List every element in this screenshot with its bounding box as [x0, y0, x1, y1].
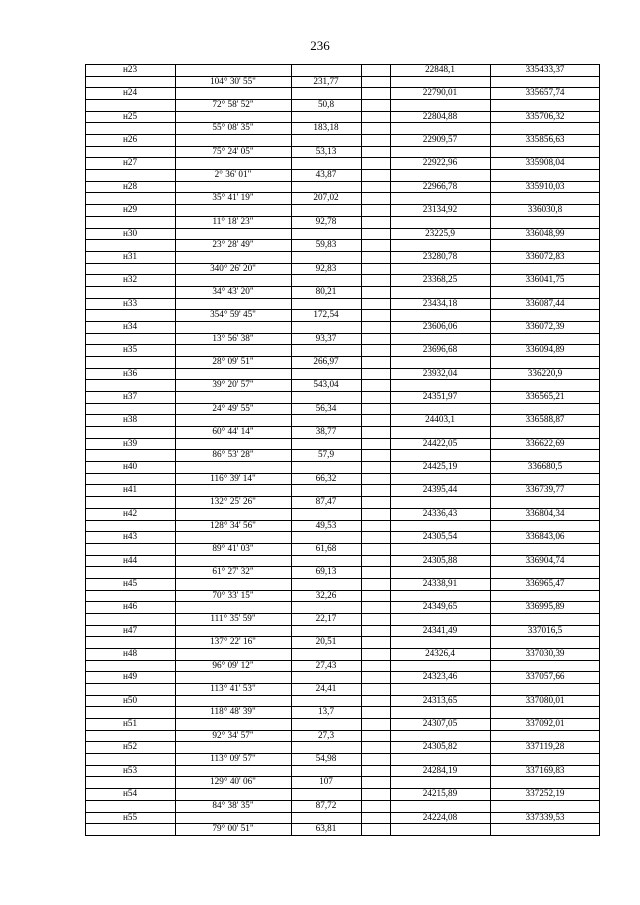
y-coordinate: 336048,99 — [525, 227, 565, 238]
x-coordinate: 24215,89 — [422, 788, 458, 799]
x-coordinate: 24395,44 — [422, 484, 458, 495]
y-coordinate: 337030,39 — [525, 648, 565, 658]
point-name: н40 — [122, 461, 138, 472]
segment-length: 87,72 — [315, 799, 337, 810]
x-coordinate: 24323,46 — [422, 671, 458, 682]
segment-length: 20,51 — [315, 636, 337, 647]
table-row-point — [85, 298, 600, 310]
table-row-segment — [85, 823, 600, 835]
x-coordinate: 24307,05 — [422, 718, 458, 729]
direction-angle: 75° 24' 05" — [212, 145, 254, 156]
table-row-segment — [85, 286, 600, 298]
y-coordinate: 336094,89 — [525, 344, 565, 355]
point-name: н26 — [122, 134, 138, 145]
table-row-segment — [85, 169, 600, 181]
table-row-segment — [85, 566, 600, 578]
table-row-point — [85, 251, 600, 263]
point-name: н23 — [122, 64, 138, 74]
y-coordinate: 336739,77 — [525, 484, 565, 495]
x-coordinate: 23280,78 — [422, 250, 458, 261]
table-row-segment — [85, 473, 600, 485]
table-row-point — [85, 625, 600, 637]
y-coordinate: 337057,66 — [525, 671, 565, 682]
table-row-point — [85, 555, 600, 567]
table-row-point — [85, 368, 600, 380]
point-name: н37 — [122, 391, 138, 402]
table-row-point — [85, 181, 600, 193]
point-name: н24 — [122, 87, 138, 98]
x-coordinate: 23134,92 — [422, 204, 458, 215]
segment-length: 231,77 — [313, 75, 339, 86]
table-row-segment — [85, 309, 600, 321]
x-coordinate: 24336,43 — [422, 507, 458, 518]
x-coordinate: 24341,49 — [422, 624, 458, 635]
point-name: н27 — [122, 157, 138, 168]
table-row-border — [85, 835, 600, 836]
table-row-segment — [85, 76, 600, 88]
segment-length: 66,32 — [315, 472, 337, 483]
direction-angle: 354° 59' 45" — [210, 309, 256, 320]
segment-length: 543,04 — [313, 379, 339, 390]
y-coordinate: 336072,83 — [525, 250, 565, 261]
segment-length: 59,83 — [315, 239, 337, 250]
x-coordinate: 24305,54 — [422, 531, 458, 542]
segment-length: 57,9 — [317, 449, 335, 460]
x-coordinate: 23368,25 — [422, 274, 458, 285]
point-name: н54 — [122, 788, 138, 799]
table-row-segment — [85, 99, 600, 111]
point-name: н46 — [122, 601, 138, 612]
point-name: н35 — [122, 344, 138, 355]
x-coordinate: 22922,96 — [422, 157, 458, 168]
table-row-segment — [85, 706, 600, 718]
table-row-point — [85, 64, 600, 76]
table-row-segment — [85, 333, 600, 345]
point-name: н36 — [122, 367, 138, 378]
segment-length: 56,34 — [315, 402, 337, 413]
direction-angle: 118° 48' 39" — [210, 706, 256, 717]
point-name: н45 — [122, 577, 138, 588]
x-coordinate: 22848,1 — [425, 64, 455, 74]
y-coordinate: 336965,47 — [525, 577, 565, 588]
segment-length: 24,41 — [315, 683, 337, 694]
table-row-point — [85, 695, 600, 707]
segment-length: 61,68 — [315, 542, 337, 553]
y-coordinate: 336588,87 — [525, 414, 565, 425]
coordinates-table — [85, 64, 600, 835]
table-row-point — [85, 508, 600, 520]
table-row-point — [85, 87, 600, 99]
point-name: н28 — [122, 180, 138, 191]
direction-angle: 11° 18' 23" — [212, 215, 254, 226]
y-coordinate: 336087,44 — [525, 297, 565, 308]
table-row-segment — [85, 753, 600, 765]
point-name: н29 — [122, 204, 138, 215]
y-coordinate: 337016,5 — [527, 624, 563, 635]
table-row-segment — [85, 426, 600, 438]
table-row-segment — [85, 192, 600, 204]
direction-angle: 113° 41' 53" — [210, 683, 256, 694]
table-row-point — [85, 578, 600, 590]
direction-angle: 61° 27' 32" — [212, 566, 254, 577]
y-coordinate: 336904,74 — [525, 554, 565, 565]
table-row-segment — [85, 449, 600, 461]
x-coordinate: 23434,18 — [422, 297, 458, 308]
x-coordinate: 24313,65 — [422, 694, 458, 705]
direction-angle: 92° 34' 57" — [212, 729, 254, 740]
table-row-segment — [85, 146, 600, 158]
table-row-point — [85, 718, 600, 730]
point-name: н33 — [122, 297, 138, 308]
table-row-point — [85, 671, 600, 683]
table-row-segment — [85, 776, 600, 788]
segment-length: 50,8 — [317, 99, 335, 110]
y-coordinate: 337169,83 — [525, 764, 565, 775]
table-row-segment — [85, 590, 600, 602]
y-coordinate: 336072,39 — [525, 320, 565, 331]
segment-length: 54,98 — [315, 753, 337, 764]
segment-length: 63,81 — [315, 823, 337, 834]
point-name: н55 — [122, 811, 138, 822]
point-name: н30 — [122, 227, 138, 238]
x-coordinate: 23696,68 — [422, 344, 458, 355]
table-row-point — [85, 344, 600, 356]
y-coordinate: 336220,9 — [527, 367, 563, 378]
point-name: н31 — [122, 250, 138, 261]
direction-angle: 104° 30' 55" — [210, 75, 256, 86]
table-row-point — [85, 741, 600, 753]
direction-angle: 39° 20' 57" — [212, 379, 254, 390]
y-coordinate: 337119,28 — [525, 741, 565, 752]
segment-length: 207,02 — [313, 192, 339, 203]
direction-angle: 111° 35' 59" — [210, 612, 256, 623]
y-coordinate: 336843,06 — [525, 531, 565, 542]
point-name: н42 — [122, 507, 138, 518]
table-row-point — [85, 391, 600, 403]
point-name: н32 — [122, 274, 138, 285]
y-coordinate: 336995,89 — [525, 601, 565, 612]
x-coordinate: 22909,57 — [422, 134, 458, 145]
y-coordinate: 336565,21 — [525, 391, 565, 402]
x-coordinate: 24422,05 — [422, 437, 458, 448]
direction-angle: 89° 41' 03" — [212, 542, 254, 553]
y-coordinate: 336041,75 — [525, 274, 565, 285]
table-row-point — [85, 228, 600, 240]
y-coordinate: 335657,74 — [525, 87, 565, 98]
segment-length: 107 — [319, 776, 333, 787]
page-number: 236 — [310, 38, 330, 53]
table-row-segment — [85, 122, 600, 134]
table-row-segment — [85, 613, 600, 625]
segment-length: 172,54 — [313, 309, 339, 320]
table-row-segment — [85, 660, 600, 672]
segment-length: 266,97 — [313, 356, 339, 366]
x-coordinate: 22804,88 — [422, 110, 458, 121]
table-row-point — [85, 484, 600, 496]
y-coordinate: 335910,03 — [525, 180, 565, 191]
direction-angle: 113° 09' 57" — [210, 753, 256, 764]
y-coordinate: 335433,37 — [525, 64, 565, 74]
table-row-point — [85, 601, 600, 613]
table-row-point — [85, 157, 600, 169]
table-row-point — [85, 274, 600, 286]
table-row-point — [85, 321, 600, 333]
segment-length: 13,7 — [317, 706, 335, 717]
table-row-segment — [85, 216, 600, 228]
table-row-point — [85, 765, 600, 777]
point-name: н53 — [122, 764, 138, 775]
segment-length: 69,13 — [315, 566, 337, 577]
table-row-point — [85, 531, 600, 543]
table-row-point — [85, 111, 600, 123]
y-coordinate: 336680,5 — [527, 461, 563, 472]
direction-angle: 28° 09' 51" — [212, 356, 254, 366]
x-coordinate: 22966,78 — [422, 180, 458, 191]
point-name: н48 — [122, 648, 138, 658]
table-row-point — [85, 204, 600, 216]
table-row-point — [85, 134, 600, 146]
direction-angle: 128° 34' 56" — [210, 519, 256, 530]
y-coordinate: 336622,69 — [525, 437, 565, 448]
segment-length: 49,53 — [315, 519, 337, 530]
y-coordinate: 337080,01 — [525, 694, 565, 705]
y-coordinate: 337339,53 — [525, 811, 565, 822]
table-row-point — [85, 648, 600, 660]
table-row-segment — [85, 636, 600, 648]
table-row-segment — [85, 730, 600, 742]
direction-angle: 79° 00' 51" — [212, 823, 254, 834]
point-name: н34 — [122, 320, 138, 331]
table-row-segment — [85, 356, 600, 368]
segment-length: 32,26 — [315, 589, 337, 600]
x-coordinate: 23932,04 — [422, 367, 458, 378]
point-name: н51 — [122, 718, 138, 729]
segment-length: 183,18 — [313, 122, 339, 133]
x-coordinate: 24305,82 — [422, 741, 458, 752]
direction-angle: 70° 33' 15" — [212, 589, 254, 600]
y-coordinate: 337252,19 — [525, 788, 565, 799]
table-row-point — [85, 788, 600, 800]
direction-angle: 2° 36' 01" — [214, 169, 252, 180]
table-row-segment — [85, 683, 600, 695]
segment-length: 80,21 — [315, 285, 337, 296]
table-row-segment — [85, 239, 600, 251]
x-coordinate: 24338,91 — [422, 577, 458, 588]
point-name: н25 — [122, 110, 138, 121]
table-row-point — [85, 438, 600, 450]
y-coordinate: 335856,63 — [525, 134, 565, 145]
point-name: н38 — [122, 414, 138, 425]
segment-length: 92,83 — [315, 262, 337, 273]
point-name: н50 — [122, 694, 138, 705]
x-coordinate: 24224,08 — [422, 811, 458, 822]
x-coordinate: 23606,06 — [422, 320, 458, 331]
x-coordinate: 24403,1 — [425, 414, 455, 425]
direction-angle: 13° 56' 38" — [212, 332, 254, 343]
direction-angle: 340° 26' 20" — [210, 262, 256, 273]
segment-length: 87,47 — [315, 496, 337, 507]
x-coordinate: 24351,97 — [422, 391, 458, 402]
direction-angle: 34° 43' 20" — [212, 285, 254, 296]
direction-angle: 24° 49' 55" — [212, 402, 254, 413]
table-row-segment — [85, 543, 600, 555]
direction-angle: 96° 09' 12" — [212, 659, 254, 670]
point-name: н52 — [122, 741, 138, 752]
segment-length: 22,17 — [315, 612, 337, 623]
y-coordinate: 336030,8 — [527, 204, 563, 215]
x-coordinate: 22790,01 — [422, 87, 458, 98]
table-row-point — [85, 812, 600, 824]
x-coordinate: 24284,19 — [422, 764, 458, 775]
direction-angle: 84° 38' 35" — [212, 799, 254, 810]
table-row-segment — [85, 403, 600, 415]
table-row-point — [85, 414, 600, 426]
point-name: н43 — [122, 531, 138, 542]
direction-angle: 86° 53' 28" — [212, 449, 254, 460]
segment-length: 38,77 — [315, 426, 337, 437]
point-name: н49 — [122, 671, 138, 682]
point-name: н41 — [122, 484, 138, 495]
table-row-segment — [85, 263, 600, 275]
direction-angle: 55° 08' 35" — [212, 122, 254, 133]
direction-angle: 23° 28' 49" — [212, 239, 254, 250]
direction-angle: 60° 44' 14" — [212, 426, 254, 437]
point-name: н47 — [122, 624, 138, 635]
y-coordinate: 335706,32 — [525, 110, 565, 121]
table-row-segment — [85, 520, 600, 532]
x-coordinate: 24349,65 — [422, 601, 458, 612]
table-row-point — [85, 461, 600, 473]
segment-length: 27,43 — [315, 659, 337, 670]
segment-length: 43,87 — [315, 169, 337, 180]
direction-angle: 137° 22' 16" — [210, 636, 256, 647]
point-name: н39 — [122, 437, 138, 448]
table-row-segment — [85, 800, 600, 812]
direction-angle: 129° 40' 06" — [210, 776, 256, 787]
direction-angle: 72° 58' 52" — [212, 99, 254, 110]
segment-length: 92,78 — [315, 215, 337, 226]
direction-angle: 116° 39' 14" — [210, 472, 256, 483]
y-coordinate: 336804,34 — [525, 507, 565, 518]
direction-angle: 35° 41' 19" — [212, 192, 254, 203]
x-coordinate: 24326,4 — [425, 648, 455, 658]
segment-length: 53,13 — [315, 145, 337, 156]
segment-length: 27,3 — [317, 729, 335, 740]
y-coordinate: 337092,01 — [525, 718, 565, 729]
table-row-segment — [85, 496, 600, 508]
x-coordinate: 24425,19 — [422, 461, 458, 472]
point-name: н44 — [122, 554, 138, 565]
direction-angle: 132° 25' 26" — [210, 496, 256, 507]
x-coordinate: 23225,9 — [425, 227, 455, 238]
x-coordinate: 24305,88 — [422, 554, 458, 565]
table-row-segment — [85, 379, 600, 391]
y-coordinate: 335908,04 — [525, 157, 565, 168]
segment-length: 93,37 — [315, 332, 337, 343]
